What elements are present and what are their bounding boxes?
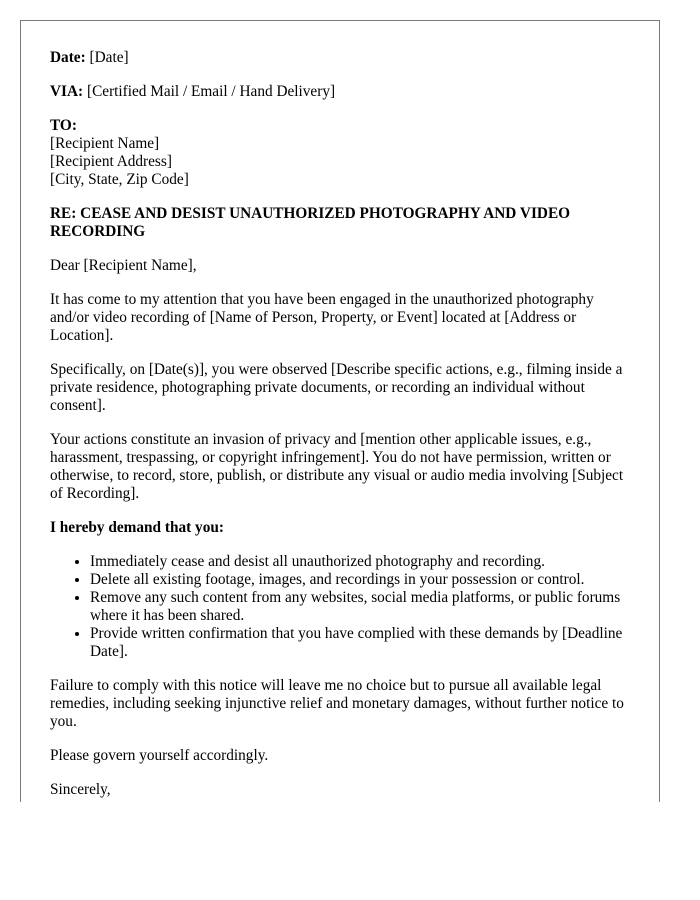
date-label: Date: [50, 49, 86, 66]
date-line [50, 49, 635, 67]
recipient-address: [Recipient Address] [50, 153, 172, 170]
recipient-block [50, 117, 635, 189]
demand-item-remove: • Remove any such content from any websites, social media platforms, or public forums where it has been shared. [90, 589, 635, 625]
paragraph-consequences: Failure to comply with this notice will leave me no choice but to pursue all available legal remedies, including seeking injunctive relief and monetary damages, without further notice to you. [50, 677, 624, 730]
paragraph-specifics: Specifically, on [Date(s)], you were observed [Describe specific actions, e.g., filming inside a private residence, photographing private documents, or recording an individual without consent]. [50, 361, 623, 414]
demand-item-delete: • Delete all existing footage, images, and recordings in your possession or control. [90, 571, 635, 589]
subject-line: RE: CEASE AND DESIST UNAUTHORIZED PHOTOGRAPHY AND VIDEO RECORDING [50, 205, 571, 240]
letter-content [50, 49, 635, 802]
date-value: [Date] [89, 49, 129, 66]
via-line [50, 83, 635, 101]
paragraph-govern: Please govern yourself accordingly. [50, 747, 269, 764]
salutation: Dear [Recipient Name], [50, 257, 197, 274]
recipient-name: [Recipient Name] [50, 135, 160, 152]
via-value: [Certified Mail / Email / Hand Delivery] [86, 83, 336, 100]
recipient-city: [City, State, Zip Code] [50, 171, 189, 188]
via-label: VIA: [50, 83, 84, 100]
letter-page [20, 20, 660, 802]
demand-item-confirm: • Provide written confirmation that you have complied with these demands by [Deadline Date]. [90, 625, 635, 661]
to-label: TO: [50, 117, 77, 134]
paragraph-intro: It has come to my attention that you have been engaged in the unauthorized photography and/or video recording of [Name of Person, Property, or Event] located at [Address or Location]. [50, 291, 594, 344]
closing: Sincerely, [50, 781, 111, 798]
demand-heading: I hereby demand that you: [50, 519, 224, 536]
paragraph-privacy: Your actions constitute an invasion of privacy and [mention other applicable issues, e.g., harassment, trespassing, or copyright infringement]. You do not have permission, written or otherwise, to record, store, publish, or distribute any visual or audio media involving [Subject of Recording]. [50, 431, 624, 502]
demand-item-cease: • Immediately cease and desist all unauthorized photography and recording. [90, 553, 635, 571]
demand-list [50, 553, 635, 661]
